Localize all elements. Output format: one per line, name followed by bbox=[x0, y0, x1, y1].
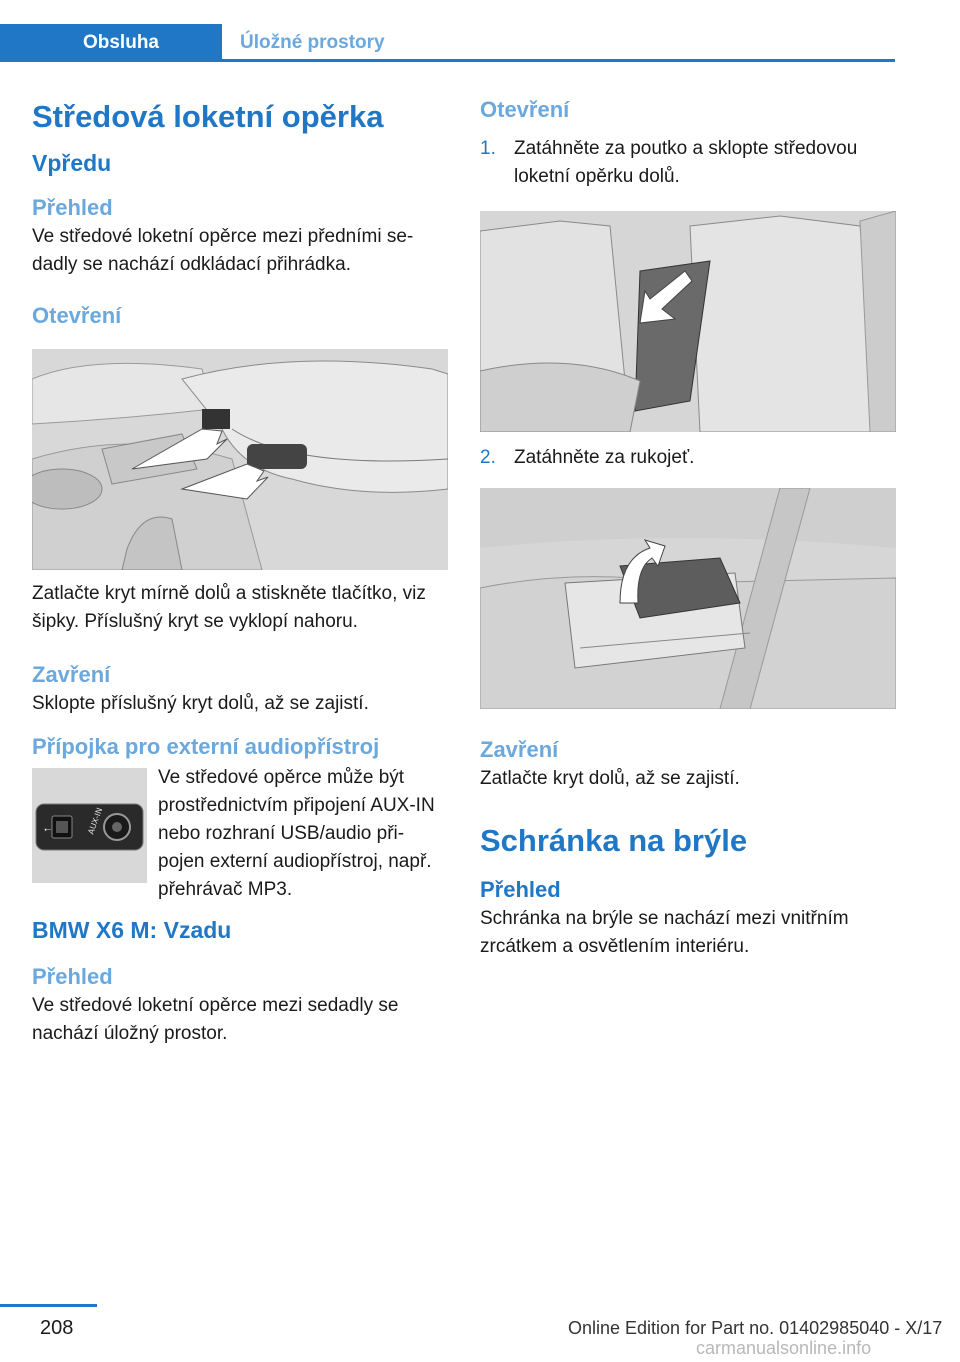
step-number: 1. bbox=[480, 138, 496, 159]
header-underline bbox=[0, 59, 895, 62]
opening-text: Zatlačte kryt mírně dolů a stiskněte tlačítko, viz šipky. Příslušný kryt se vyklopí nahoru. bbox=[32, 583, 426, 632]
subheading-x6-overview: Přehled bbox=[32, 964, 113, 989]
tab-ulozne-prostory[interactable]: Úložné prostory bbox=[240, 32, 385, 53]
x6-overview-text: Ve středové loketní opěrce mezi sedadly se nachází úložný prostor. bbox=[32, 995, 399, 1044]
right-column bbox=[480, 95, 896, 961]
audio-block bbox=[32, 764, 448, 900]
subheading-audio: Přípojka pro externí audiopřístroj bbox=[32, 734, 380, 759]
step-1 bbox=[480, 135, 896, 191]
step-2 bbox=[480, 444, 896, 472]
step-text: Zatáhněte za rukojeť. bbox=[514, 447, 695, 468]
footer-line bbox=[0, 1304, 97, 1307]
closing-text: Sklopte příslušný kryt dolů, až se zajistí. bbox=[32, 693, 369, 714]
overview-text: Ve středové loketní opěrce mezi předními se‐dadly se nachází odkládací přihrádka. bbox=[32, 226, 414, 275]
subheading-opening-rear: Otevření bbox=[480, 97, 570, 122]
footer-edition: Online Edition for Part no. 01402985040 - X/17 bbox=[568, 1318, 943, 1338]
aux-label: AUX-IN bbox=[86, 806, 105, 836]
steps-list-1 bbox=[480, 135, 896, 191]
page-title: Středová loketní opěrka bbox=[32, 99, 384, 134]
rear-armrest-fold-illustration bbox=[480, 211, 896, 432]
steps-list-2 bbox=[480, 444, 896, 472]
glasses-title: Schránka na brýle bbox=[480, 823, 748, 858]
glasses-overview-text: Schránka na brýle se nachází mezi vnitřním zrcátkem a osvětlením interiéru. bbox=[480, 908, 849, 957]
usb-icon: ⭠ bbox=[44, 825, 52, 835]
subheading-opening: Otevření bbox=[32, 303, 122, 328]
page-number: 208 bbox=[40, 1317, 74, 1339]
rear-armrest-handle-illustration bbox=[480, 488, 896, 709]
aux-usb-port-illustration bbox=[32, 768, 147, 883]
audio-text: Ve středové opěrce může být prostřednictvím připojení AUX-IN nebo rozhraní USB/audio při‐pojen externí audiopřístroj, např. přehrávač MP3. bbox=[158, 767, 435, 900]
closing-rear-text: Zatlačte kryt dolů, až se zajistí. bbox=[480, 768, 740, 789]
step-text: Zatáhněte za poutko a sklopte středovou loketní opěrku dolů. bbox=[514, 138, 858, 187]
header-tabs bbox=[0, 24, 895, 62]
armrest-front-illustration bbox=[32, 349, 448, 570]
subheading-closing: Zavření bbox=[32, 662, 111, 687]
subheading-closing-rear: Zavření bbox=[480, 737, 559, 762]
section-heading-front: Vpředu bbox=[32, 150, 112, 176]
subheading-overview: Přehled bbox=[32, 195, 113, 220]
section-heading-x6: BMW X6 M: Vzadu bbox=[32, 917, 232, 943]
step-number: 2. bbox=[480, 447, 496, 468]
left-column bbox=[32, 95, 448, 1048]
tab-obsluha[interactable]: Obsluha bbox=[0, 24, 222, 59]
subheading-glasses-overview: Přehled bbox=[480, 877, 561, 902]
watermark: carmanualsonline.info bbox=[696, 1338, 872, 1358]
